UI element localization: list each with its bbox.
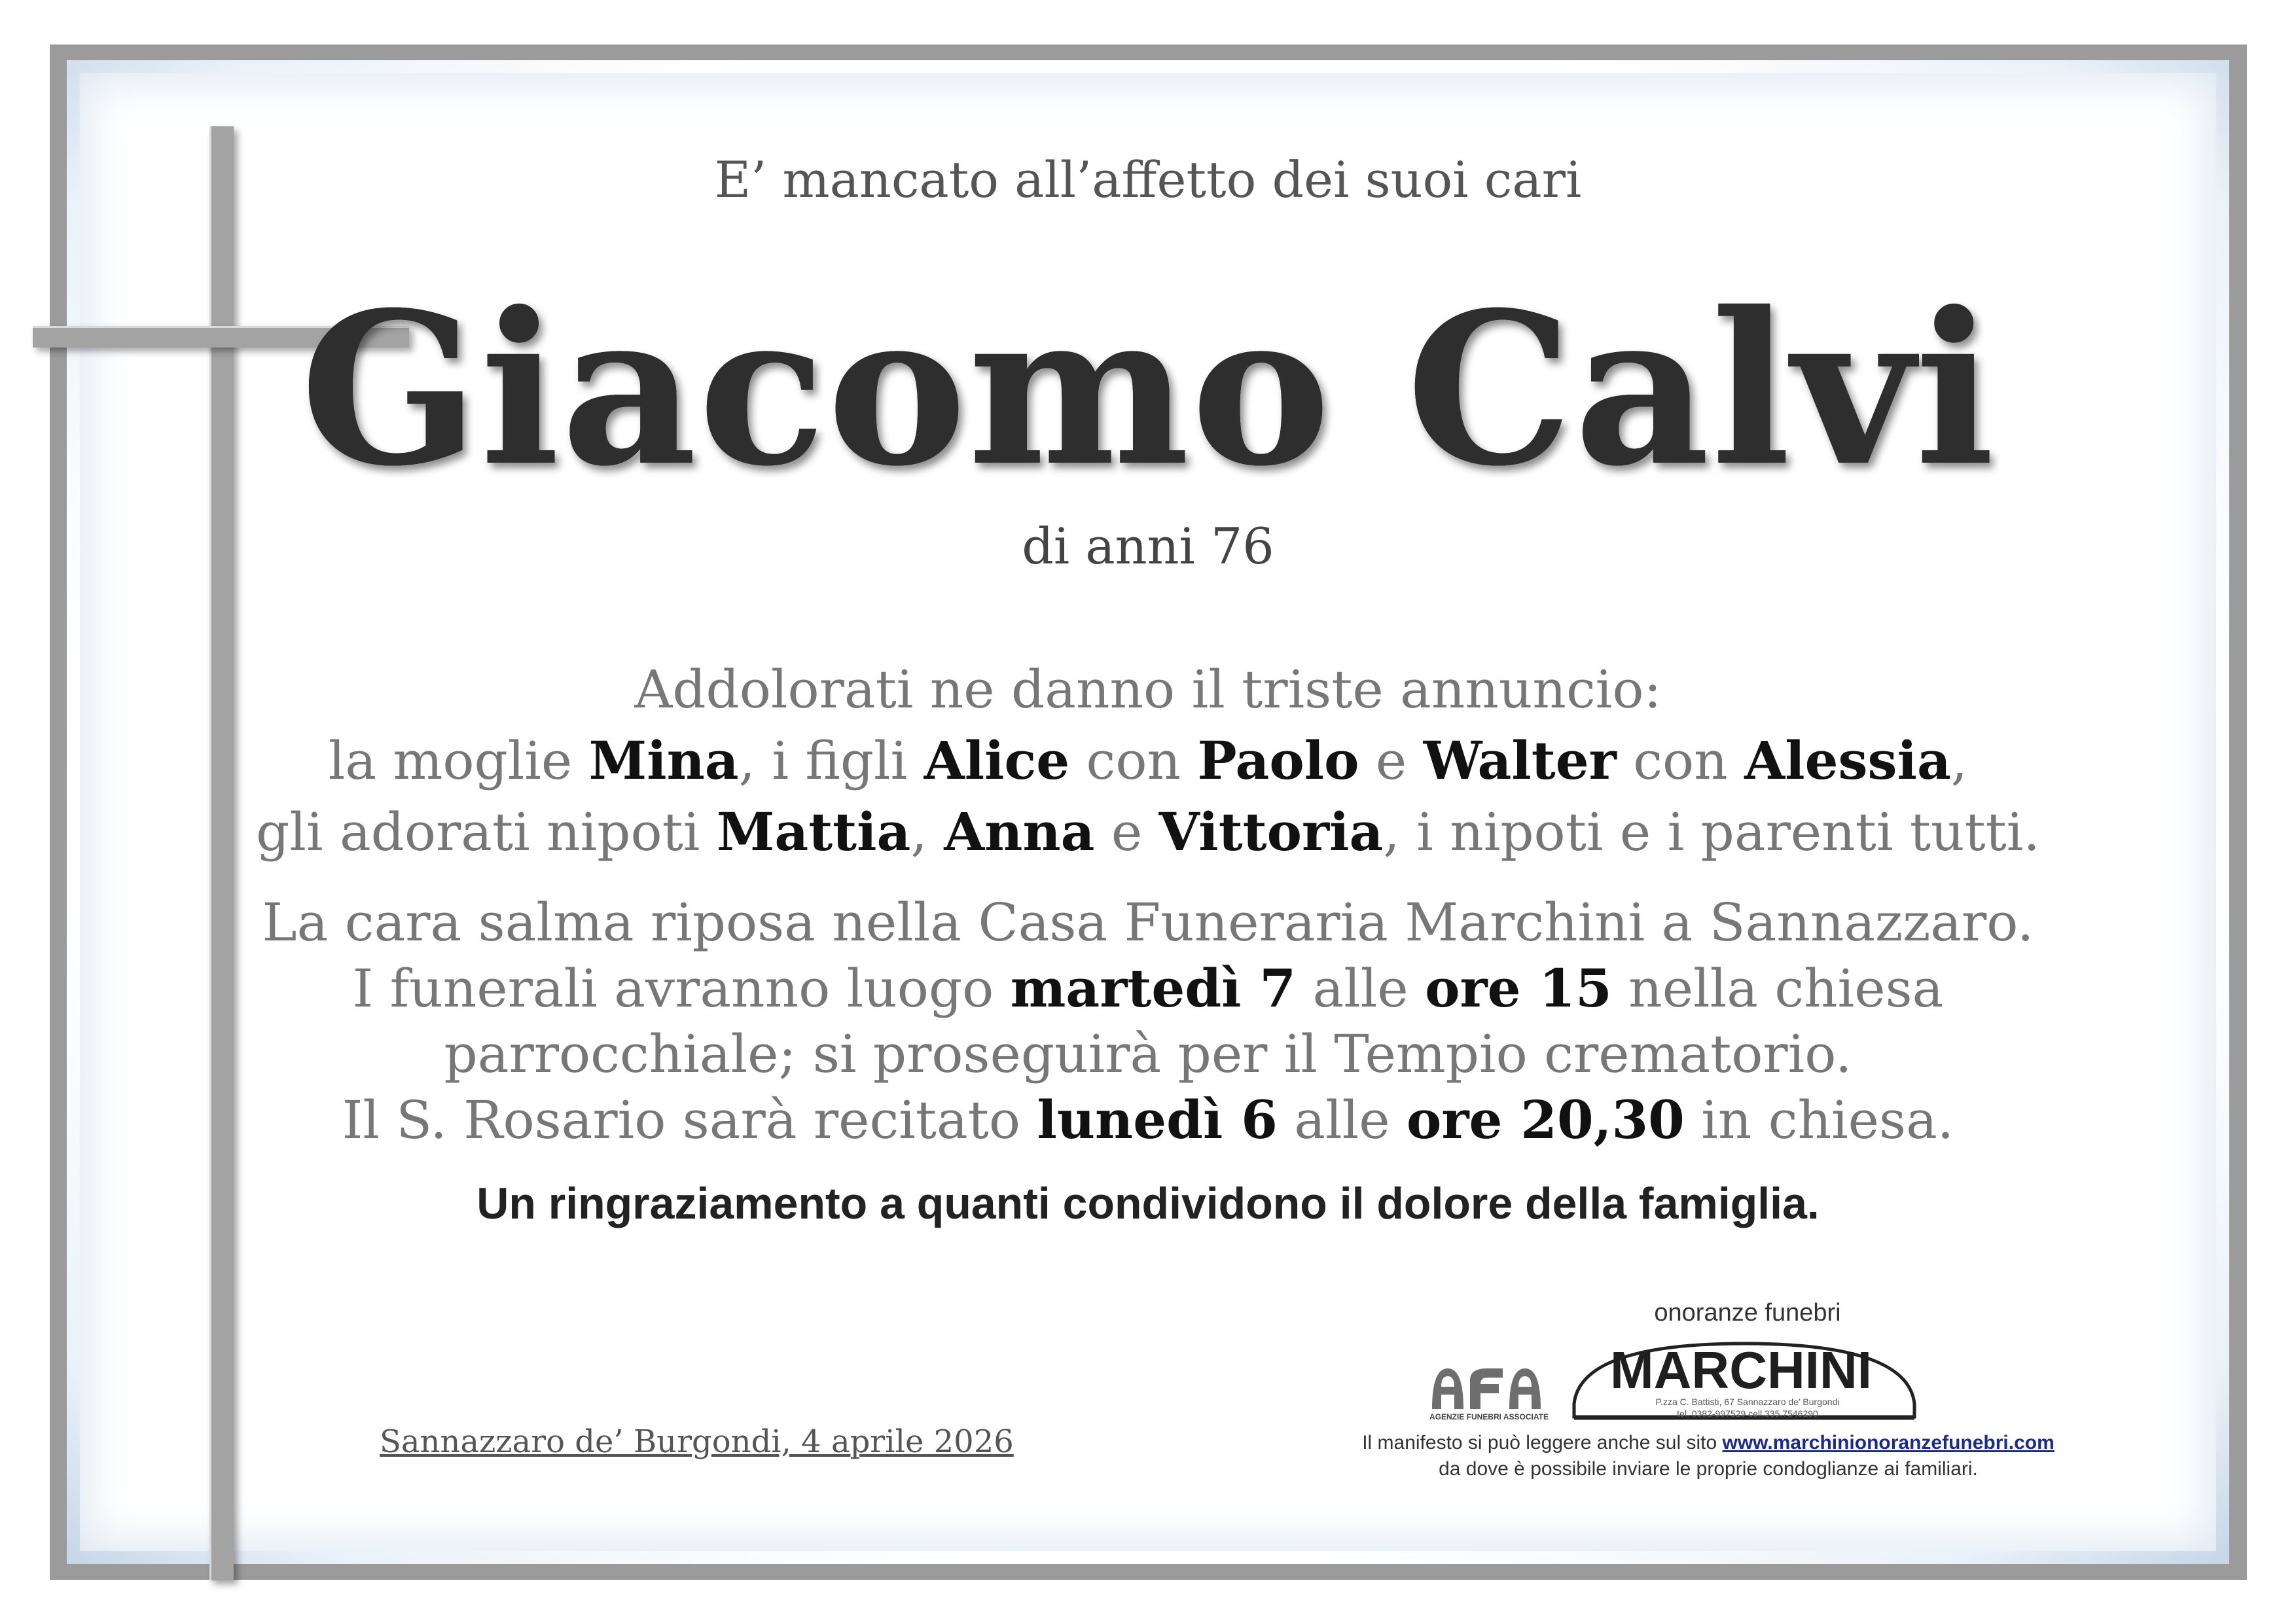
- spouse-name: Paolo: [1197, 730, 1359, 791]
- grandchild-name: Anna: [944, 801, 1095, 863]
- info-line-1: La cara salma riposa nella Casa Funeraria Marchini a Sannazzaro.: [262, 892, 2034, 953]
- funeral-time: ore 15: [1425, 957, 1612, 1019]
- marchini-address: P.zza C. Battisti, 67 Sannazzaro de’ Burgondi tel. 0382-997529 cell.335.7546290: [1655, 1397, 1840, 1419]
- wife-name: Mina: [588, 730, 739, 791]
- child-name: Walter: [1423, 730, 1617, 791]
- afa-caption: AGENZIE FUNEBRI ASSOCIATE: [1429, 1412, 1549, 1421]
- grandchild-name: Mattia: [716, 801, 911, 863]
- child-name: Alice: [924, 730, 1070, 791]
- marchini-tagline: onoranze funebri: [1654, 1299, 1841, 1327]
- announcement: [80, 654, 2216, 868]
- intro-text: E’ mancato all’affetto dei suoi cari: [714, 151, 1582, 209]
- info-line-2: I funerali avranno luogo martedì 7 alle ore 15 nella chiesa: [352, 957, 1944, 1019]
- deceased-name: Giacomo Calvi: [300, 267, 1996, 512]
- rosary-day: lunedì 6: [1037, 1089, 1278, 1150]
- announcement-line-3: gli adorati nipoti Mattia, Anna e Vittoria, i nipoti e i parenti tutti.: [256, 801, 2040, 863]
- afa-logo-icon: [1427, 1364, 1548, 1410]
- footer-line-1: Il manifesto si può leggere anche sul sito www.marchinionoranzefunebri.com: [1362, 1432, 2054, 1454]
- website-link[interactable]: www.marchinionoranzefunebri.com: [1722, 1432, 2054, 1454]
- rosary-time: ore 20,30: [1407, 1089, 1685, 1150]
- marchini-name: MARCHINI: [1610, 1341, 1872, 1399]
- info-line-4: Il S. Rosario sarà recitato lunedì 6 alle ore 20,30 in chiesa.: [342, 1089, 1954, 1150]
- grandchild-name: Vittoria: [1158, 801, 1384, 863]
- spouse-name: Alessia: [1744, 730, 1951, 791]
- announcement-line-2: la moglie Mina, i figli Alice con Paolo e Walter con Alessia,: [328, 730, 1968, 791]
- footer-line-2: da dove è possibile inviare le proprie condoglianze ai familiari.: [1439, 1458, 1978, 1480]
- thanks-text: Un ringraziamento a quanti condividono il dolore della famiglia.: [476, 1179, 1820, 1228]
- place-date: Sannazzaro de’ Burgondi, 4 aprile 2026: [380, 1423, 1014, 1460]
- funeral-day: martedì 7: [1010, 957, 1297, 1019]
- deceased-age: di anni 76: [1022, 517, 1274, 575]
- announcement-line-1: Addolorati ne danno il triste annuncio:: [634, 659, 1662, 720]
- footer-note: [1348, 1430, 2068, 1482]
- info-line-3: parrocchiale; si proseguirà per il Tempio crematorio.: [444, 1024, 1852, 1084]
- funeral-info: [80, 890, 2216, 1153]
